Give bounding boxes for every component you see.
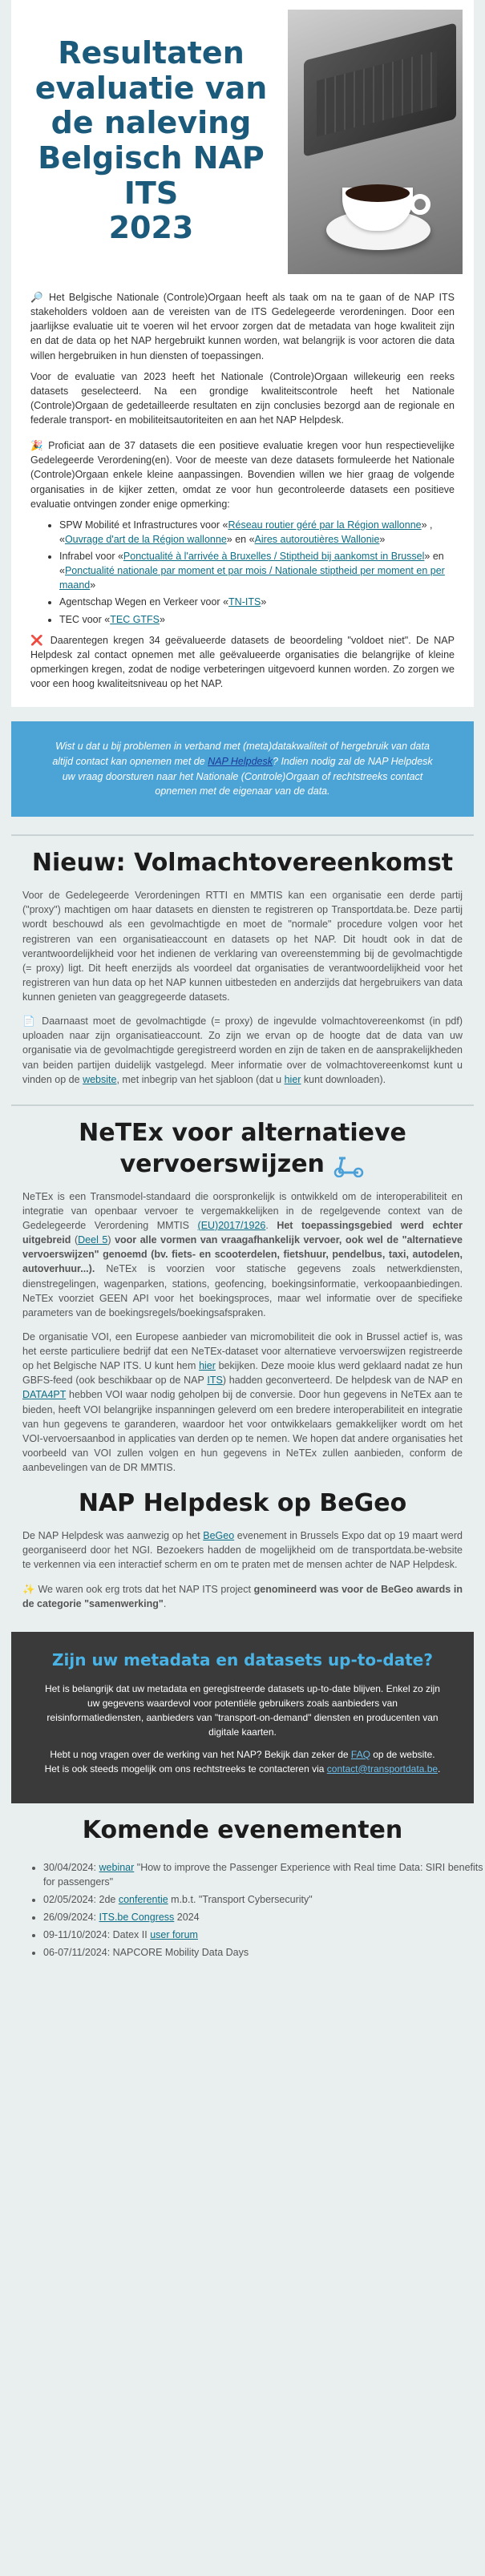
its-link[interactable]: ITS: [207, 1375, 223, 1387]
hero-title-line: de naleving: [51, 105, 252, 141]
event-item: [43, 1910, 485, 1924]
volmacht-section: [0, 836, 485, 1087]
begeo-paragraph: [22, 1582, 463, 1611]
dataset-link[interactable]: TEC GTFS: [110, 613, 160, 625]
list-item: [59, 518, 455, 547]
begeo-text: evenement in Brussels Expo dat op 19 maart werd georganiseerd door het NGI. Bezoekers hadden de mogelijkheid om de transportdata.be-website te verkennen via een interactief scherm en om te praten met de mensen achter de NAP Helpdesk.: [22, 1530, 463, 1571]
section-title: NAP Helpdesk op BeGeo: [78, 1489, 407, 1518]
event-link[interactable]: user forum: [150, 1929, 198, 1941]
begeo-link[interactable]: BeGeo: [203, 1530, 235, 1542]
netex-text: ): [107, 1234, 115, 1246]
voi-dataset-link[interactable]: hier: [199, 1360, 216, 1372]
list-text: » en «: [226, 533, 255, 545]
netex-section: [0, 1106, 485, 1475]
website-link[interactable]: website: [83, 1073, 117, 1085]
metadata-reminder-box: [11, 1632, 474, 1803]
netex-text: NeTEx is voorzien voor statische gegevens zoals netwerkdiensten, dienstregelingen, wagenparken, stations, geofencing, boekingsinformatie, verkoopaanbiedingen. NeTEx voorziet GEEN API voor het boekingsproces, maar wel informatie over de specifieke parameters van de boekingsregels/boekingsafspraken.: [22, 1263, 463, 1318]
begeo-paragraph: [22, 1528, 463, 1572]
dataset-link[interactable]: Ponctualité à l'arrivée à Bruxelles / Stiptheid bij aankomst in Brussel: [123, 551, 425, 562]
netex-text: (: [71, 1234, 79, 1246]
netex-paragraph: [22, 1330, 463, 1475]
cross-mark-icon: ❌: [30, 633, 46, 646]
reminder-title: Zijn uw metadata en datasets up-to-date?: [52, 1649, 433, 1670]
list-text: » en «: [59, 551, 444, 577]
notice-text: Wist u dat u bij problemen in verband met (meta)datakwaliteit of hergebruik van data altijd contact kan opnemen met de: [52, 741, 430, 767]
section-title-line: NeTEx voor alternatieve: [79, 1118, 406, 1147]
netex-text: hebben VOI waar nodig geholpen bij de conversie. Door hun gegevens in NeTEx aan te bieden, heeft VOI belangrijke inspanningen geleverd om een bredere interoperabiliteit en integratie van hun gegevens te garanderen, waardoor het voor ontwikkelaars gemakkelijker wordt om het VOI-vervoersaanbod in applicaties van derden op te nemen. We hopen dat andere organisaties het voorbeeld van VOI zullen volgen en hun gegevens in NeTEx zullen aanbieden, conform de aanbevelingen van de DR MMTIS.: [22, 1389, 463, 1473]
list-text: »: [160, 613, 165, 625]
event-link[interactable]: webinar: [99, 1861, 135, 1873]
reminder-text: op de website. Het is ook steeds mogelijk om ons rechtstreeks te contacteren via: [44, 1748, 435, 1775]
reminder-paragraph: [42, 1747, 443, 1776]
intro-p4-text: Daarentegen kregen 34 geëvalueerde datasets de beoordeling "voldoet niet". De NAP Helpdesk zal contact opnemen met alle geëvalueerde organisaties die belangrijke of kleine opmerkingen kregen, zodat de nodige verbeteringen uitgevoerd kunnen worden. Zo zorgen we voor een hoog kwaliteitsniveau op het NAP.: [30, 634, 455, 689]
begeo-text: .: [163, 1597, 167, 1609]
hero-title-line: 2023: [108, 210, 194, 246]
section-title-line: vervoerswijzen: [119, 1149, 325, 1178]
list-text: TEC voor «: [59, 613, 111, 625]
volmacht-paragraph: [22, 1014, 463, 1087]
list-text: »: [379, 533, 386, 545]
dataset-link[interactable]: Réseau routier géré par la Région wallonne: [228, 519, 422, 531]
template-download-link[interactable]: hier: [284, 1073, 301, 1085]
event-item: [43, 1928, 485, 1942]
begeo-bold-text: genomineerd was voor de BeGeo awards in de categorie "samenwerking": [22, 1583, 463, 1609]
list-item: [59, 612, 455, 627]
section-title: Nieuw: Volmachtovereenkomst: [31, 849, 454, 878]
events-section: [0, 1803, 485, 1855]
section-title: Komende evenementen: [82, 1815, 403, 1844]
intro-paragraph: Voor de evaluatie van 2023 heeft het Nationale (Controle)Orgaan willekeurig een reeks datasets geselecteerd. Na een grondige kwaliteitscontrole heeft het Nationale (Controle)Orgaan de gedetailleerde resultaten en zijn conclusies bezorgd aan de regionale en federale transport- en mobiliteitsautoriteiten en aan het NAP Helpdesk.: [30, 370, 455, 426]
cup-handle-shape: [410, 194, 430, 215]
hero-title-line: evaluatie van: [34, 70, 268, 106]
list-text: SPW Mobilité et Infrastructures voor «: [59, 519, 228, 531]
data4pt-link[interactable]: DATA4PT: [22, 1389, 67, 1401]
sparkles-icon: ✨: [22, 1582, 35, 1595]
regulation-link[interactable]: (EU)2017/1926: [197, 1220, 266, 1231]
scooter-icon: [333, 1154, 365, 1175]
list-text: » , «: [59, 519, 433, 545]
hero-title-line: Belgisch NAP ITS: [38, 140, 265, 211]
intro-paragraph: [30, 633, 455, 692]
laptop-coffee-photo: [288, 10, 463, 274]
document-icon: 📄: [22, 1015, 38, 1028]
volmacht-text: kunt downloaden).: [301, 1073, 386, 1085]
notice-text: ? Indien nodig zal de NAP Helpdesk uw vraag doorsturen naar het Nationale (Controle)Orgaan of rechtstreeks contact opnemen met de eigenaar van de data.: [62, 755, 433, 797]
part5-link[interactable]: Deel 5: [78, 1234, 108, 1246]
begeo-section: [0, 1484, 485, 1611]
event-date: 26/09/2024:: [43, 1912, 99, 1924]
section-title: [22, 1106, 463, 1189]
dataset-link[interactable]: TN-ITS: [228, 596, 261, 608]
faq-link[interactable]: FAQ: [350, 1748, 370, 1760]
netex-text: NeTEx is een Transmodel-standaard die oorspronkelijk is ontwikkeld om de interoperabiliteit en integratie van openbaar vervoer te vergemakkelijken in de regelgevende context van de Gedelegeerde Verordening MMTIS: [22, 1190, 463, 1231]
netex-text: ) hadden geconverteerd. De helpdesk van de NAP en: [222, 1375, 463, 1387]
event-date: 02/05/2024: 2de: [43, 1894, 119, 1905]
events-list: [43, 1860, 485, 1960]
event-item: [43, 1892, 485, 1907]
event-link[interactable]: conferentie: [118, 1894, 168, 1905]
event-text: "How to improve the Passenger Experience with Real time Data: SIRI benefits for passengers": [43, 1861, 483, 1888]
reminder-text: Hebt u nog vragen over de werking van het NAP? Bekijk dan zeker de: [50, 1748, 351, 1760]
intro-card: [11, 0, 474, 707]
netex-bold-text: voor alle vormen van vraagafhankelijk vervoer, ook wel de "alternatieve vervoerswijzen" genoemd (bv. fiets- en scooterdelen, fietshuur, pendelbus, taxi, autodelen, autoverhuur...).: [22, 1234, 463, 1275]
helpdesk-notice: [11, 721, 474, 817]
nap-helpdesk-link[interactable]: NAP Helpdesk: [208, 755, 273, 767]
hero-title-line: Resultaten: [58, 34, 245, 71]
intro-text: [11, 281, 474, 707]
event-item: [43, 1945, 485, 1960]
contact-email-link[interactable]: contact@transportdata.be: [326, 1762, 439, 1775]
magnifier-icon: 🔎: [30, 291, 45, 303]
netex-text: De organisatie VOI, een Europese aanbieder van micromobiliteit die ook in Brussel actief is, was het eerste particuliere bedrijf dat een NeTEx-dataset voor alternatieve vervoerswijzen registreerde op het Belgische NAP ITS. U kunt hem: [22, 1330, 463, 1372]
event-text: 2024: [174, 1912, 200, 1924]
volmacht-text: , met inbegrip van het sjabloon (dat u: [116, 1073, 285, 1085]
netex-bold-text: Het toepassingsgebied werd echter uitgebreid: [22, 1220, 463, 1246]
dataset-link[interactable]: Ponctualité nationale par moment et par mois / Nationale stiptheid per moment en per maand: [59, 565, 445, 592]
volmacht-text: Daarnaast moet de gevolmachtigde (= proxy) de ingevulde volmachtovereenkomst (in pdf) uploaden naar zijn organisatieaccount. Zo zijn we ervan op de hoogte dat de data van uw organisatie via de gevolmachtigde geregistreerd worden en zijn de taken en de aansprakelijkheden van beiden partijen duidelijk vastgelegd. Meer informatie over de volmachtovereenkomst kunt u vinden op de: [22, 1015, 463, 1085]
intro-p1-text: Het Belgische Nationale (Controle)Orgaan heeft als taak om na te gaan of de NAP ITS stakeholders voldoen aan de vereisten van de ITS Gedelegeerde verordeningen. Door een jaarlijkse evaluatie uit te voeren wil het ervoor zorgen dat de metadata van hoge kwaliteit zijn en dat de data op het NAP hergebruikt kunnen worden, wat belangrijk is voor actoren die data willen hergebruiken in hun diensten of toepassingen.: [30, 292, 455, 361]
event-link[interactable]: ITS.be Congress: [99, 1912, 175, 1924]
netex-paragraph: [22, 1189, 463, 1320]
volmacht-paragraph: Voor de Gedelegeerde Verordeningen RTTI en MMTIS kan een organisatie een derde partij ("proxy") machtigen om haar datasets en diensten te registreren op Transportdata.be. Deze partij wordt beschouwd als een gevolmachtigde en moet de "normale" procedure volgen voor het registreren van een organisatieaccount en datasets op het NAP. Dit houdt ook in dat de verantwoordelijkheid voor het indienen de verklaring van overeenstemming bij de gevolmachtigde (= proxy) ligt. Dit heeft enerzijds als voordeel dat organisaties de verantwoordelijkheid voor het registreren van hun data op het NAP kunnen uitbesteden en anderzijds dat hergebruikers van data kunnen genieten van geaggregeerde datasets.: [22, 890, 463, 1003]
event-date: 06-07/11/2024: NAPCORE Mobility Data Days: [43, 1947, 249, 1959]
intro-paragraph: [30, 438, 455, 511]
event-date: 09-11/10/2024: Datex II: [43, 1929, 151, 1941]
party-icon: 🎉: [30, 439, 45, 452]
hero-title: [22, 10, 288, 281]
positive-organisations-list: [59, 518, 455, 627]
list-text: Infrabel voor «: [59, 551, 123, 562]
list-text: Agentschap Wegen en Verkeer voor «: [59, 596, 229, 608]
list-item: [59, 595, 455, 609]
list-item: [59, 549, 455, 592]
event-text: m.b.t. "Transport Cybersecurity": [168, 1894, 313, 1905]
list-text: »: [261, 596, 267, 608]
netex-text: .: [265, 1220, 277, 1231]
netex-text: bekijken. Deze mooie klus werd geklaard nadat ze hun GBFS-feed (ook beschikbaar op de NAP: [22, 1360, 463, 1387]
begeo-text: De NAP Helpdesk was aanwezig op het: [22, 1530, 204, 1542]
event-date: 30/04/2024:: [43, 1861, 99, 1873]
dataset-link[interactable]: Ouvrage d'art de la Région wallonne: [64, 533, 227, 545]
begeo-text: We waren ook erg trots dat het NAP ITS project: [38, 1583, 254, 1595]
reminder-text: .: [438, 1762, 441, 1775]
list-text: »: [90, 579, 96, 592]
dataset-link[interactable]: Aires autoroutières Wallonie: [254, 533, 380, 545]
coffee-shape: [346, 184, 410, 202]
reminder-paragraph: Het is belangrijk dat uw metadata en geregistreerde datasets up-to-date blijven. Enkel zo zijn uw gegevens waardevol voor potentiële gebruikers zoals aanbieders van reisinformatiediensten, aanbieders van "transport-on-demand" diensten en producenten van digitale kaarten.: [45, 1682, 440, 1738]
intro-p3-text: Proficiat aan de 37 datasets die een positieve evaluatie kregen voor hun respectievelijke Gedelegeerde Verordening(en). Voor de meeste van deze datasets formuleerde het Nationale (Controle)Orgaan enkele kleine aanpassingen. Bovendien willen we hier graag de volgende organisaties in de kijker zetten, omdat ze voor hun gecontroleerde datasets een positieve evaluatie ontvingen zonder enige opmerking:: [30, 440, 455, 510]
intro-paragraph: [30, 290, 455, 363]
event-item: [43, 1860, 485, 1889]
hero: [11, 0, 474, 281]
